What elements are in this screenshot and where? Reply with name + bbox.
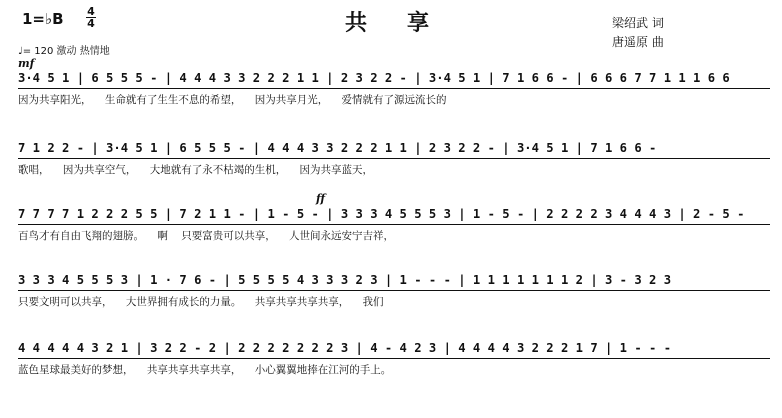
lyric-line: 歌唱， 因为共享空气， 大地就有了永不枯竭的生机， 因为共享蓝天，: [18, 164, 374, 176]
music-system-2: [18, 140, 770, 178]
time-signature: [86, 6, 96, 29]
lyricist: 梁绍武 词: [612, 16, 664, 30]
dynamic-mf: mf: [18, 57, 35, 70]
credits: [612, 14, 664, 52]
composer: 唐遥原 曲: [612, 35, 664, 49]
meter-bottom: 4: [87, 17, 95, 30]
notation-line: 3·4 5 1 | 6 5 5 5 - | 4 4 4 3 3 2 2 2 1 1 | 2 3 2 2 - | 3·4 5 1 | 7 1 6 6 - | 6 6 6 7 7 1 1 1 6 6: [18, 70, 770, 89]
lyric-line: 因为共享阳光， 生命就有了生生不息的希望， 因为共享月光， 爱情就有了源远流长的: [18, 94, 447, 106]
lyric-line: 百鸟才有自由飞翔的翅膀。 啊 只要富贵可以共享， 人世间永远安宁吉祥，: [18, 230, 395, 242]
key-signature: 1=♭B: [22, 10, 64, 28]
dynamic-ff: ff: [316, 192, 326, 205]
music-system-3: [18, 206, 770, 244]
lyric-line: 蓝色星球最美好的梦想， 共享共享共享共享， 小心翼翼地捧在江河的手上。: [18, 364, 392, 376]
meter-top: 4: [87, 5, 95, 18]
notation-line: 7 7 7 7 1 2 2 2 5 5 | 7 2 1 1 - | 1 - 5 - | 3 3 3 4 5 5 5 3 | 1 - 5 - | 2 2 2 2 3 4 4 4 3 | 2 - 5 -: [18, 206, 770, 225]
notation-line: 7 1 2 2 - | 3·4 5 1 | 6 5 5 5 - | 4 4 4 3 3 2 2 2 1 1 | 2 3 2 2 - | 3·4 5 1 | 7 1 6 6 -: [18, 140, 770, 159]
lyric-line: 只要文明可以共享， 大世界拥有成长的力量。 共享共享共享共享， 我们: [18, 296, 384, 308]
song-title: 共享: [345, 11, 470, 36]
music-system-4: [18, 272, 770, 310]
music-system-1: [18, 70, 770, 108]
music-system-5: [18, 340, 770, 378]
notation-line: 3 3 3 4 5 5 5 3 | 1 · 7 6 - | 5 5 5 5 4 3 3 3 2 3 | 1 - - - | 1 1 1 1 1 1 1 2 | 3 - 3 2 3: [18, 272, 770, 291]
notation-line: 4 4 4 4 4 3 2 1 | 3 2 2 - 2 | 2 2 2 2 2 2 2 3 | 4 - 4 2 3 | 4 4 4 4 3 2 2 2 1 7 | 1 - - -: [18, 340, 770, 359]
tempo-marking: ♩= 120 激动 热情地: [18, 46, 110, 57]
